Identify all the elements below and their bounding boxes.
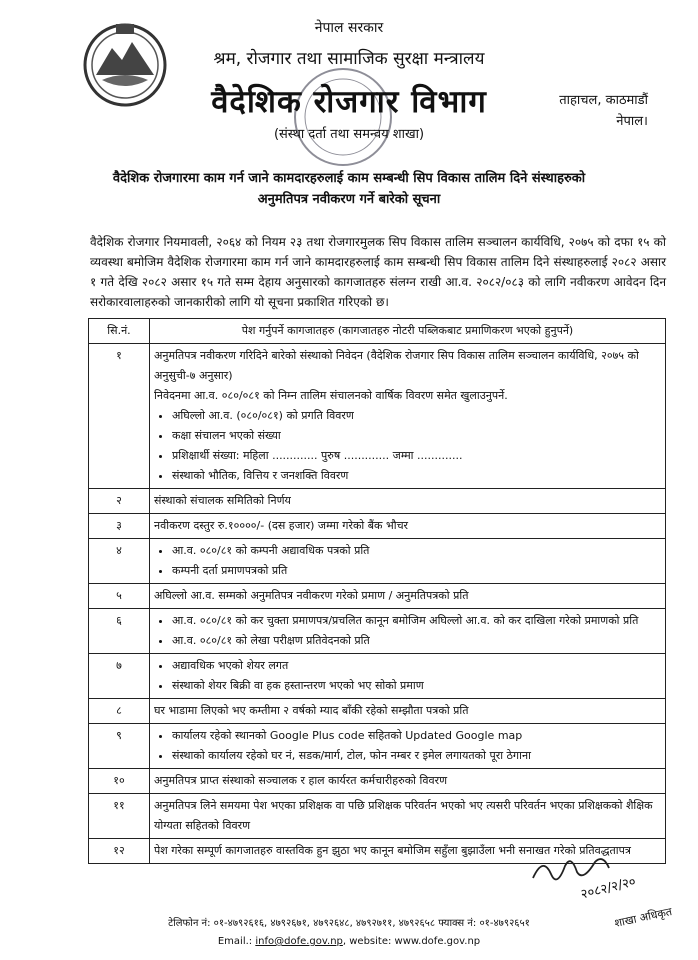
row-content (150, 539, 666, 584)
row-number: ४ (89, 539, 150, 584)
table-row (89, 609, 666, 654)
table-row (89, 539, 666, 584)
row-content (150, 609, 666, 654)
signature-date: २०८२/२/२० (579, 874, 638, 903)
notice-title-line: अनुमतिपत्र नवीकरण गर्ने बारेको सूचना (257, 192, 441, 207)
notice-intro: वैदेशिक रोजगार नियमावली, २०६४ को नियम २३ तथा रोजगारमुलक सिप विकास तालिम सञ्चालन कार्यविधि, २०७५ को दफा १५ को व्यवस्था बमोजिम वैदेशिक रोजगारमा काम गर्न जाने कामदारहरुलाई काम सम्बन्धी सिप विकास तालिम दिने संस्थाहरुलाई २०८२ असार १ गते देखि २०८२ असार १५ गते सम्म देहाय अनुसारको कागजातहरु संलग्न राखी आ.व. २०८२/०८३ को लागि नवीकरण आवेदन दिन सरोकारवालाहरुको जानकारीको लागि यो सूचना प्रकाशित गरिएको छ। (90, 235, 666, 309)
row-text: अनुमतिपत्र नवीकरण गरिदिने बारेको संस्थाको निवेदन (वैदेशिक रोजगार सिप विकास तालिम सञ्चालन कार्यविधि, २०७५ को अनुसुची-७ अनुसार) (154, 349, 639, 382)
row-number: ७ (89, 654, 150, 699)
row-number: ९ (89, 724, 150, 769)
row-number: २ (89, 489, 150, 514)
address-line: नेपाल। (616, 114, 648, 129)
row-number: ८ (89, 699, 150, 724)
list-item: • संस्थाको कार्यालय रहेको घर नं, सडक/मार्ग, टोल, फोन नम्बर र इमेल लगायतको पूरा ठेगाना (172, 746, 661, 766)
email-label: Email.: (217, 936, 253, 947)
address-line: ताहाचल, काठमाडौं (559, 93, 648, 108)
list-item: • प्रशिक्षार्थी संख्या: महिला ............. पुरुष ............. जम्मा ............. (172, 446, 661, 466)
list-item: • संस्थाको शेयर बिक्री वा हक हस्तान्तरण भएको भए सोको प्रमाण (172, 676, 661, 696)
email-link[interactable]: info@dofe.gov.np (255, 936, 343, 947)
list-item: • आ.व. ०८०/८१ को कर चुक्ता प्रमाणपत्र/प्रचलित कानून बमोजिम अघिल्लो आ.व. को कर दाखिला गरेको प्रमाणको प्रति (172, 611, 661, 631)
table-row (89, 724, 666, 769)
list-item: • आ.व. ०८०/८१ को कम्पनी अद्यावधिक पत्रको प्रति (172, 541, 661, 561)
row-content (150, 654, 666, 699)
row-text: घर भाडामा लिएको भए कम्तीमा २ वर्षको म्याद बाँकी रहेको सम्झौता पत्रको प्रति (150, 699, 666, 724)
office-address (559, 90, 648, 132)
row-text: निवेदनमा आ.व. ०८०/०८१ को निम्न तालिम संचालनको वार्षिक विवरण समेत खुलाउनुपर्ने. (154, 389, 508, 402)
bullet-list (154, 541, 661, 581)
documents-table (88, 318, 666, 864)
documents-header: पेश गर्नुपर्ने कागजातहरु (कागजातहरु नोटरी पब्लिकबाट प्रमाणिकरण भएको हुनुपर्ने) (150, 319, 666, 344)
table-row (89, 654, 666, 699)
table-row (89, 699, 666, 724)
list-item: • आ.व. ०८०/८१ को लेखा परीक्षण प्रतिवेदनको प्रति (172, 631, 661, 651)
table-row (89, 794, 666, 839)
bullet-list (154, 406, 661, 486)
table-row (89, 584, 666, 609)
list-item: • कम्पनी दर्ता प्रमाणपत्रको प्रति (172, 561, 661, 581)
row-number: ५ (89, 584, 150, 609)
list-item: • कक्षा संचालन भएको संख्या (172, 426, 661, 446)
sn-header: सि.नं. (89, 319, 150, 344)
notice-title-line: वैदेशिक रोजगारमा काम गर्न जाने कामदारहरुलाई काम सम्बन्धी सिप विकास तालिम दिने संस्थाहरुको (112, 171, 586, 186)
bullet-list (154, 611, 661, 651)
website-text[interactable]: website: www.dofe.gov.np (349, 936, 481, 947)
row-content (150, 724, 666, 769)
list-item: • अघिल्लो आ.व. (०८०/०८१) को प्रगति विवरण (172, 406, 661, 426)
row-text: अनुमतिपत्र प्राप्त संस्थाको सञ्चालक र हाल कार्यरत कर्मचारीहरुको विवरण (150, 769, 666, 794)
footer-web-line: Email.: info@dofe.gov.np, website: www.dofe.gov.np (217, 936, 481, 947)
table-row (89, 769, 666, 794)
government-name: नेपाल सरकार (314, 20, 384, 36)
row-number: ६ (89, 609, 150, 654)
branch-name: (संस्था दर्ता तथा समन्वय शाखा) (273, 127, 425, 142)
row-text: पेश गरेका सम्पूर्ण कागजातहरु वास्तविक हुन झुठा भए कानून बमोजिम सहुँला बुझाउँला भनी सनाखत गरेको प्रतिवद्धतापत्र (150, 839, 666, 864)
notice-title (0, 168, 698, 210)
row-number: ३ (89, 514, 150, 539)
row-number: १ (89, 344, 150, 489)
row-number: १२ (89, 839, 150, 864)
table-header-row (89, 319, 666, 344)
bullet-list (154, 656, 661, 696)
row-number: ११ (89, 794, 150, 839)
row-text: नवीकरण दस्तुर रु.१००००/- (दस हजार) जम्मा गरेको बैंक भौचर (150, 514, 666, 539)
signatory-title: शाखा अधिकृत (613, 905, 674, 930)
department-name: वैदेशिक रोजगार विभाग (211, 84, 487, 120)
table-row (89, 489, 666, 514)
list-item: • अद्यावधिक भएको शेयर लगत (172, 656, 661, 676)
table-row (89, 344, 666, 489)
row-text: संस्थाको संचालक समितिको निर्णय (150, 489, 666, 514)
row-content (150, 344, 666, 489)
table-row (89, 514, 666, 539)
footer-phone: टेलिफोन नं: ०१-४७९२६१६, ४७९२६७१, ४७९२६४८, ४७९२७११, ४७९२६५८ फ्याक्स नं: ०१-४७९२६५१ (168, 918, 530, 929)
list-item: • कार्यालय रहेको स्थानको Google Plus code सहितको Updated Google map (172, 726, 661, 746)
row-number: १० (89, 769, 150, 794)
footer-contact (0, 915, 698, 951)
list-item: • संस्थाको भौतिक, वित्तिय र जनशक्ति विवरण (172, 466, 661, 486)
row-text: अनुमतिपत्र लिने समयमा पेश भएका प्रशिक्षक वा पछि प्रशिक्षक परिवर्तन भएको भए त्यसरी परिवर्तन भएका प्रशिक्षकको शैक्षिक योग्यता सहितको विवरण (150, 794, 666, 839)
bullet-list (154, 726, 661, 766)
ministry-name: श्रम, रोजगार तथा सामाजिक सुरक्षा मन्त्रालय (213, 49, 485, 69)
row-text: अघिल्लो आ.व. सम्मको अनुमतिपत्र नवीकरण गरेको प्रमाण / अनुमतिपत्रको प्रति (150, 584, 666, 609)
